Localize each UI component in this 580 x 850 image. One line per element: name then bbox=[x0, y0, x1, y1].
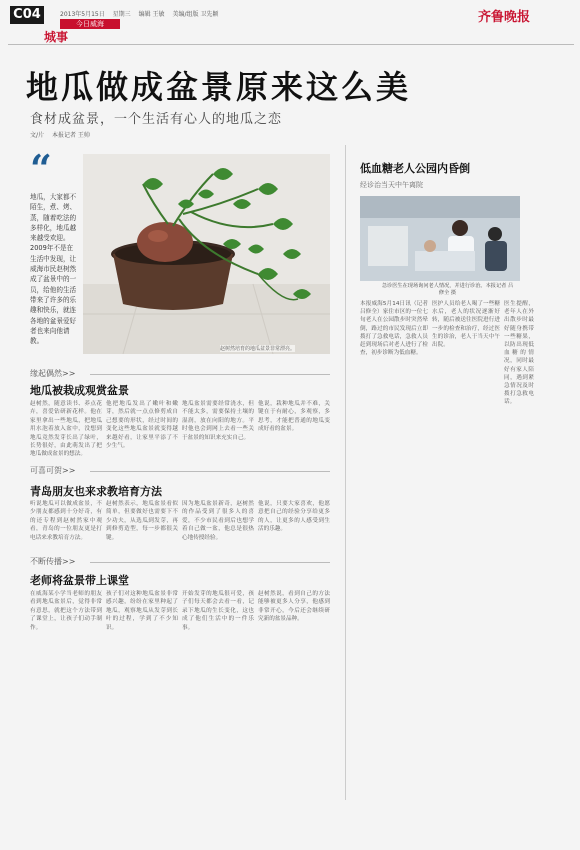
sidebar-col-2: 医护人员给老人喝了一些糖水后，老人的状况逐渐好转，随后被送往医院进行进一步的检查和治疗，经过医生的诊治，老人于当天中午出院。 bbox=[432, 301, 500, 349]
issue-weekday: 星期三 bbox=[112, 11, 131, 18]
section-kicker-congrats: 可喜可贺>> bbox=[30, 466, 76, 475]
quote-mark-icon: “ bbox=[30, 146, 52, 191]
sidebar-photo-caption: 急诊医生在现场询问老人情况，并进行诊治。本报记者 吕修全 摄 bbox=[381, 283, 514, 296]
section-congrats-col-3: 因为地瓜盆景新奇，赵树然的作品受到了很多人的喜爱，不少市民看到后也想学着自己做一盆，他总是很热心地传授经验。 bbox=[182, 501, 254, 541]
section-congrats-col-4: 他说，只要大家喜欢，他愿意把自己的经验分享给更多的人，让更多的人感受到生活的乐趣。 bbox=[258, 501, 330, 533]
article-lead: 地瓜，大家都不陌生，煮、烤、蒸，随着吃法的多样化，地瓜越来越受欢迎。2009年不是在生活中发现，让威海市民赵树然成了盆景中的一员，给他的生活带来了许多的乐趣和快乐，就连各地的盆景爱好者也来向他请教。 bbox=[30, 193, 77, 346]
section-title-origin: 地瓜被栽成观赏盆景 bbox=[30, 384, 129, 397]
sidebar-headline: 低血糖老人公园内昏倒 bbox=[360, 162, 470, 175]
section-divider bbox=[90, 471, 330, 472]
section-congrats-col-1: 听说地瓜可以做成盆景，不少朋友都感到十分好奇，有的还专程到赵树然家中观看，青岛的一位朋友更是打电话来求教培育方法。 bbox=[30, 501, 102, 541]
article-byline bbox=[30, 130, 96, 139]
sidebar-subtitle: 经诊治当天中午离院 bbox=[360, 181, 423, 189]
section-divider bbox=[90, 562, 330, 563]
section-title: 城事 bbox=[44, 30, 69, 44]
sidebar-col-1: 本报威海5月14日讯（记者 吕修全）家住市区的一位七旬老人在公园散步时突然晕倒，路过的市民发现后立即拨打了急救电话，急救人员赶到现场后对老人进行了检查，初步诊断为低血糖。 bbox=[360, 301, 428, 357]
section-spread-col-4: 赵树然说，看到自己的方法能够被更多人分享，他感到非常开心，今后还会继续研究新的盆景品种。 bbox=[258, 591, 330, 623]
section-origin-col-1: 赵树然，随意读书、养点花卉，喜爱钻研新花样。他在家里拿出一些地瓜，把地瓜用水泡着放入盆中，没想到地瓜竟然发芽长出了绿叶，长势很好，由此萌发出了把地瓜做成盆景的想法。 bbox=[30, 401, 102, 458]
hospital-illustration bbox=[360, 196, 520, 281]
editor-credit: 编辑 王敏 bbox=[138, 11, 165, 18]
byline-reporter: 本报记者 王帅 bbox=[51, 132, 90, 139]
article-headline: 地瓜做成盆景原来这么美 bbox=[26, 68, 412, 106]
newspaper-logo: 齐鲁晚报 bbox=[478, 10, 531, 25]
photo-caption: 赵树然培育的地瓜盆景非常漂亮。 bbox=[220, 346, 296, 352]
column-divider bbox=[345, 145, 346, 800]
byline-label: 文/片 bbox=[30, 132, 45, 139]
page-meta bbox=[60, 9, 224, 18]
section-spread-col-2: 孩子们对这种地瓜盆景非常感兴趣，纷纷在家里种起了地瓜，观察地瓜从发芽到长叶的过程，学到了不少知识。 bbox=[106, 591, 178, 631]
sweet-potato-bonsai-photo bbox=[83, 154, 330, 354]
article-subtitle: 食材成盆景，一个生活有心人的地瓜之恋 bbox=[30, 112, 283, 127]
section-origin-col-2: 他把地瓜发出了嫩叶和嫩芽，然后就一点点修剪成自己想要的形状，经过时间的变化这些地瓜盆景就变得越来越好看，让家里平添了不少生气。 bbox=[106, 401, 178, 450]
header-divider bbox=[8, 44, 574, 45]
subsection-badge: 今日威海 bbox=[60, 19, 120, 29]
section-title-spread: 老师将盆景带上课堂 bbox=[30, 574, 129, 587]
section-spread-col-1: 在威海某小学当老师的朋友看到地瓜盆景后，觉得非常有意思，就把这个方法带到了课堂上，让孩子们动手制作。 bbox=[30, 591, 102, 631]
hospital-scene-photo bbox=[360, 196, 520, 281]
section-congrats-col-2: 赵树然表示，地瓜盆景看似简单，但要做好也需要下不少功夫，从选瓜到发芽，再到修剪造型，每一步都很关键。 bbox=[106, 501, 178, 541]
section-kicker-origin: 缘起偶然>> bbox=[30, 369, 76, 378]
sidebar-col-3: 医生提醒，老年人在外出散步时最好随身携带一些糖果，以防出现低血糖的情况，同时最好有家人陪同，遇到紧急情况及时拨打急救电话。 bbox=[504, 301, 534, 406]
section-divider bbox=[90, 374, 330, 375]
designer-credit: 美编/组版 卫先颖 bbox=[172, 11, 219, 18]
section-spread-col-3: 开始发芽的地瓜很可爱，孩子们每天都会去看一看，记录下地瓜的生长变化，这也成了他们生活中的一件乐事。 bbox=[182, 591, 254, 631]
section-kicker-spread: 不断传播>> bbox=[30, 557, 76, 566]
issue-date: 2013年5月15日 bbox=[60, 11, 105, 18]
section-title-congrats: 青岛朋友也来求教培育方法 bbox=[30, 485, 162, 498]
page-code: C04 bbox=[10, 6, 44, 24]
bonsai-illustration bbox=[83, 154, 330, 354]
section-origin-col-3: 地瓜盆景需要经常浇水，但不能太多，需要保持土壤的湿润，放在向阳的地方。平时他也会到网上去看一些关于盆景的知识来充实自己。 bbox=[182, 401, 254, 441]
section-origin-col-4: 他说，栽种地瓜并不难，关键在于有耐心，多观察，多思考，才能把普通的地瓜变成好看的盆景。 bbox=[258, 401, 330, 433]
